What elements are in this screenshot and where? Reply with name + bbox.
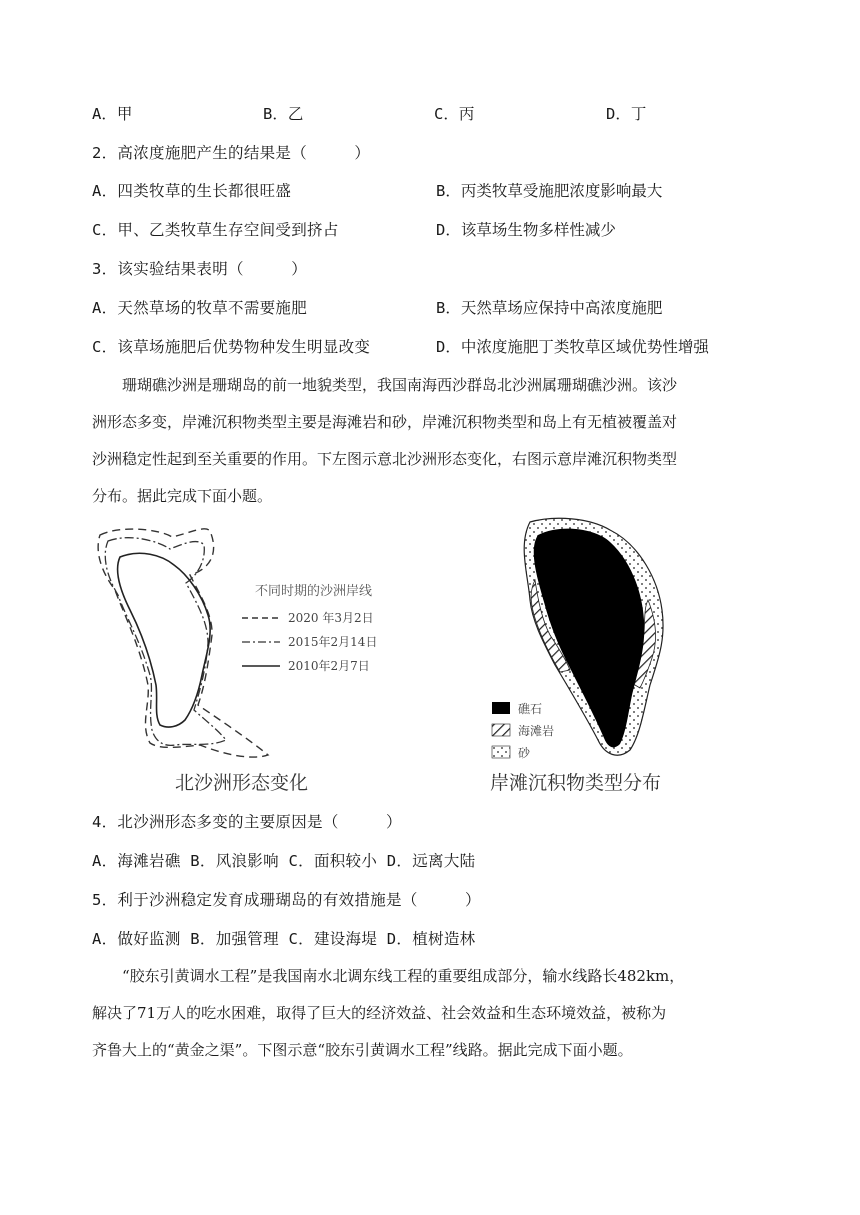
q2-option-a: A．四类牧草的生长都很旺盛 — [92, 182, 292, 200]
q1-option-c: C．丙 — [434, 105, 475, 123]
shoreline-2020 — [98, 529, 268, 757]
legend-beach-rock: 海滩岩 — [518, 724, 555, 738]
legend-2015: 2015年2月14日 — [288, 635, 378, 649]
passage-line: 分布。据此完成下面小题。 — [92, 487, 273, 505]
q2-option-d: D．该草场生物多样性减少 — [436, 221, 616, 239]
q1-option-a: A．甲 — [92, 105, 133, 123]
legend-title: 不同时期的沙洲岸线 — [255, 584, 373, 599]
q3-option-d: D．中浓度施肥丁类牧草区域优势性增强 — [436, 338, 709, 356]
figure-left-caption: 北沙洲形态变化 — [175, 772, 309, 794]
q3-option-b: B．天然草场应保持中高浓度施肥 — [436, 299, 663, 317]
q3-option-a: A．天然草场的牧草不需要施肥 — [92, 299, 308, 317]
q2-option-b: B．丙类牧草受施肥浓度影响最大 — [436, 182, 663, 200]
q3-option-c: C．该草场施肥后优势物种发生明显改变 — [92, 338, 371, 356]
passage-line: 齐鲁大上的“黄金之渠”。下图示意“胶东引黄调水工程”线路。据此完成下面小题。 — [92, 1041, 633, 1059]
passage-line: 珊瑚礁沙洲是珊瑚岛的前一地貌类型，我国南海西沙群岛北沙洲属珊瑚礁沙洲。该沙 — [92, 376, 678, 394]
q5-stem: 5．利于沙洲稳定发育成珊瑚岛的有效措施是（ ） — [92, 891, 481, 909]
q2-stem: 2．高浓度施肥产生的结果是（ ） — [92, 144, 371, 162]
legend-2010: 2010年2月7日 — [288, 659, 370, 673]
passage-line: 解决了71万人的吃水困难，取得了巨大的经济效益、社会效益和生态环境效益，被称为 — [92, 1004, 667, 1022]
q5-options: A．做好监测 B．加强管理 C．建设海堤 D．植树造林 — [92, 930, 476, 948]
sediment-map — [480, 510, 710, 770]
shoreline-2015 — [105, 538, 226, 746]
q1-option-b: B．乙 — [263, 105, 304, 123]
q1-option-d: D．丁 — [606, 105, 647, 123]
passage-line: “胶东引黄调水工程”是我国南水北调东线工程的重要组成部分，输水线路长482km， — [92, 967, 685, 985]
figure-right-caption: 岸滩沉积物类型分布 — [490, 772, 662, 794]
legend-sand: 砂 — [518, 746, 531, 760]
q4-options: A．海滩岩礁 B．风浪影响 C．面积较小 D．远离大陆 — [92, 852, 476, 870]
legend-reef: 礁石 — [518, 702, 543, 716]
q4-stem: 4．北沙洲形态多变的主要原因是（ ） — [92, 813, 402, 831]
q3-stem: 3．该实验结果表明（ ） — [92, 260, 308, 278]
passage-line: 洲形态多变，岸滩沉积物类型主要是海滩岩和砂，岸滩沉积物类型和岛上有无植被覆盖对 — [92, 413, 678, 431]
legend-2020: 2020 年3月2日 — [288, 611, 374, 625]
sandbar-shape-map — [80, 515, 410, 785]
q2-option-c: C．甲、乙类牧草生存空间受到挤占 — [92, 221, 339, 239]
passage-line: 沙洲稳定性起到至关重要的作用。下左图示意北沙洲形态变化，右图示意岸滩沉积物类型 — [92, 450, 678, 468]
